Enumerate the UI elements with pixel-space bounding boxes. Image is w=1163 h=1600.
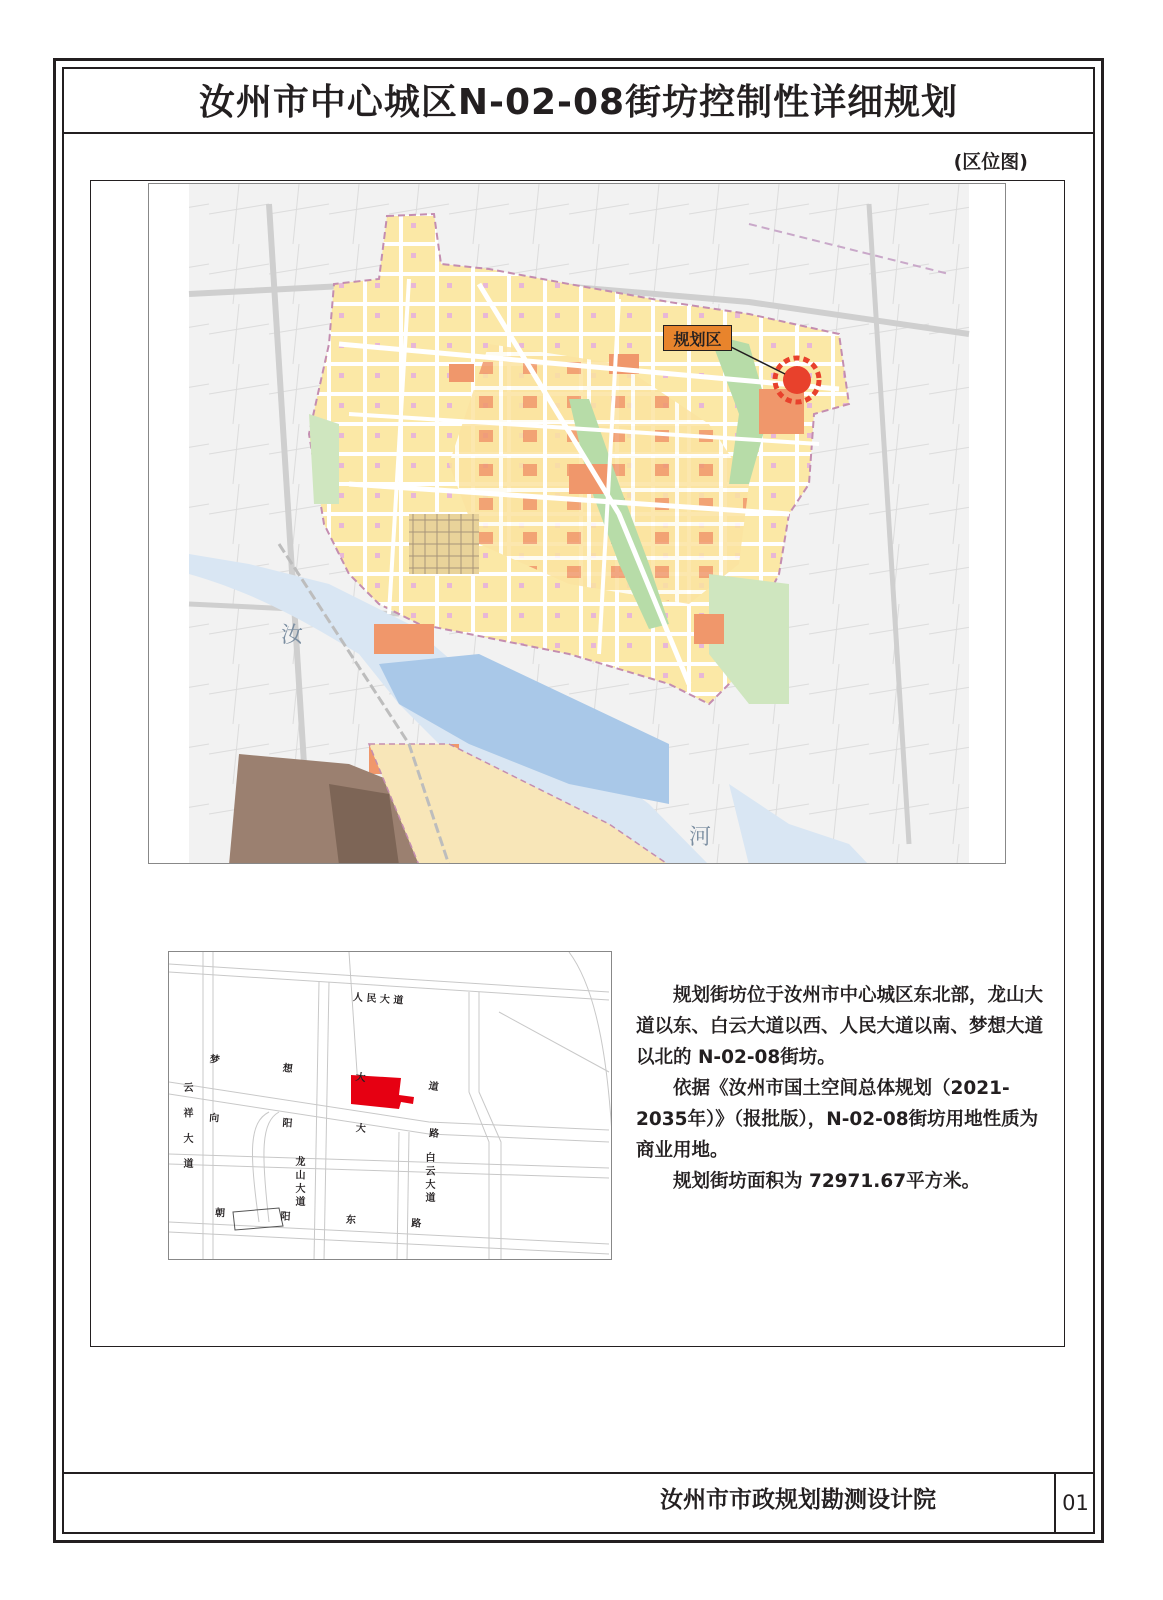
road-label-renmin: 人 民 大 道 xyxy=(352,992,404,1007)
callout-label-box xyxy=(663,325,732,351)
page-number-text: 01 xyxy=(1062,1491,1089,1515)
description-landuse: 依据《汝州市国土空间总体规划（2021-2035年）》（报批版），N-02-08街坊用地性质为商业用地。 xyxy=(636,1078,1039,1161)
map-subtitle: (区位图) xyxy=(953,151,1028,173)
inset-map[interactable] xyxy=(168,951,612,1260)
page-number xyxy=(1054,1474,1095,1532)
description-location: 规划街坊位于汝州市中心城区东北部，龙山大道以东、白云大道以西、人民大道以南、梦想大道以北的 N-02-08街坊。 xyxy=(636,985,1044,1068)
description-area: 规划街坊面积为 72971.67平方米。 xyxy=(673,1171,981,1192)
river-label-he: 河 xyxy=(689,825,712,850)
footer-organization: 汝州市市政规划勘测设计院 xyxy=(660,1487,936,1513)
location-map-graphic xyxy=(149,184,1006,864)
road-label-yunxiang: 云 祥 大 道 xyxy=(181,1082,192,1175)
road-label-longshan: 龙 山 大 道 xyxy=(293,1156,304,1207)
description xyxy=(636,980,1046,1197)
road-label-mengxiang: 梦 想 大 道 xyxy=(209,1054,469,1097)
river-label-ru: 汝 xyxy=(281,623,304,648)
footer-divider xyxy=(62,1472,1095,1474)
page-title: 汝州市中心城区N-02-08街坊控制性详细规划 xyxy=(62,67,1095,134)
location-map[interactable] xyxy=(148,183,1006,864)
callout-label: 规划区 xyxy=(673,329,722,349)
road-label-chaoyang: 朝 阳 东 路 xyxy=(214,1207,448,1232)
road-label-xiangyang: 向 阳 大 路 xyxy=(208,1112,470,1143)
road-label-baiyun: 白 云 大 道 xyxy=(423,1152,434,1203)
